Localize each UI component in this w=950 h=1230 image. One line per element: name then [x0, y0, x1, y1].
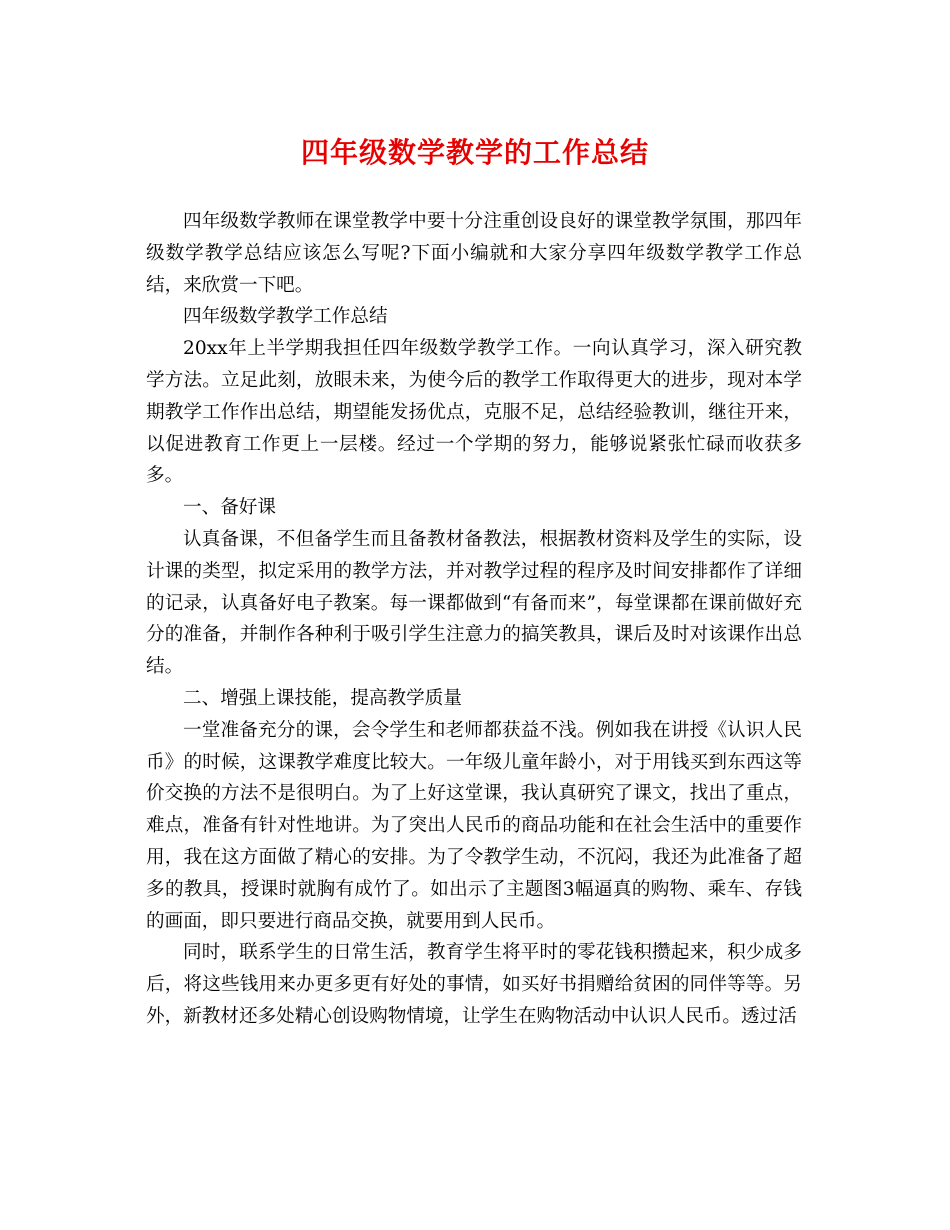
section-heading-prepare: 一、备好课 — [183, 497, 276, 519]
paragraph-overview: 20xx年上半学期我担任四年级数学教学工作。一向认真学习，深入研究教学方法。立足此刻，放眼未来，为使今后的教学工作取得更大的进步，现对本学期教学工作作出总结，期望能发扬优点，克服不足，总结经验教训，继往开来，以促进教育工作更上一层楼。经过一个学期的努力，能够说紧张忙碌而收获多多。 — [146, 338, 802, 487]
document-body — [146, 206, 802, 1033]
paragraph-intro: 四年级数学教师在课堂教学中要十分注重创设良好的课堂教学氛围，那四年级数学教学总结应该怎么写呢?下面小编就和大家分享四年级数学教学工作总结，来欣赏一下吧。 — [146, 211, 802, 296]
paragraph-daily-life: 同时，联系学生的日常生活，教育学生将平时的零花钱积攒起来，积少成多后，将这些钱用来办更多更有好处的事情，如买好书捐赠给贫困的同伴等等。另外，新教材还多处精心创设购物情境，让学生在购物活动中认识人民币。透过活 — [146, 942, 802, 1027]
paragraph-prepare: 认真备课，不但备学生而且备教材备教法，根据教材资料及学生的实际，设计课的类型，拟定采用的教学方法，并对教学过程的程序及时间安排都作了详细的记录，认真备好电子教案。每一课都做到“有备而来”，每堂课都在课前做好充分的准备，并制作各种利于吸引学生注意力的搞笑教具，课后及时对该课作出总结。 — [146, 528, 802, 678]
paragraph-skills: 一堂准备充分的课，会令学生和老师都获益不浅。例如我在讲授《认识人民币》的时候，这课教学难度比较大。一年级儿童年龄小，对于用钱买到东西这等价交换的方法不是很明白。为了上好这堂课，我认真研究了课文，找出了重点，难点，准备有针对性地讲。为了突出人民币的商品功能和在社会生活中的重要作用，我在这方面做了精心的安排。为了令教学生动，不沉闷，我还为此准备了超多的教具，授课时就胸有成竹了。如出示了主题图3幅逼真的购物、乘车、存钱的画面，即只要进行商品交换，就要用到人民币。 — [146, 719, 802, 932]
paragraph-subtitle: 四年级数学教学工作总结 — [183, 306, 388, 328]
section-heading-skills: 二、增强上课技能，提高教学质量 — [183, 687, 462, 709]
document-title: 四年级数学教学的工作总结 — [300, 136, 649, 169]
